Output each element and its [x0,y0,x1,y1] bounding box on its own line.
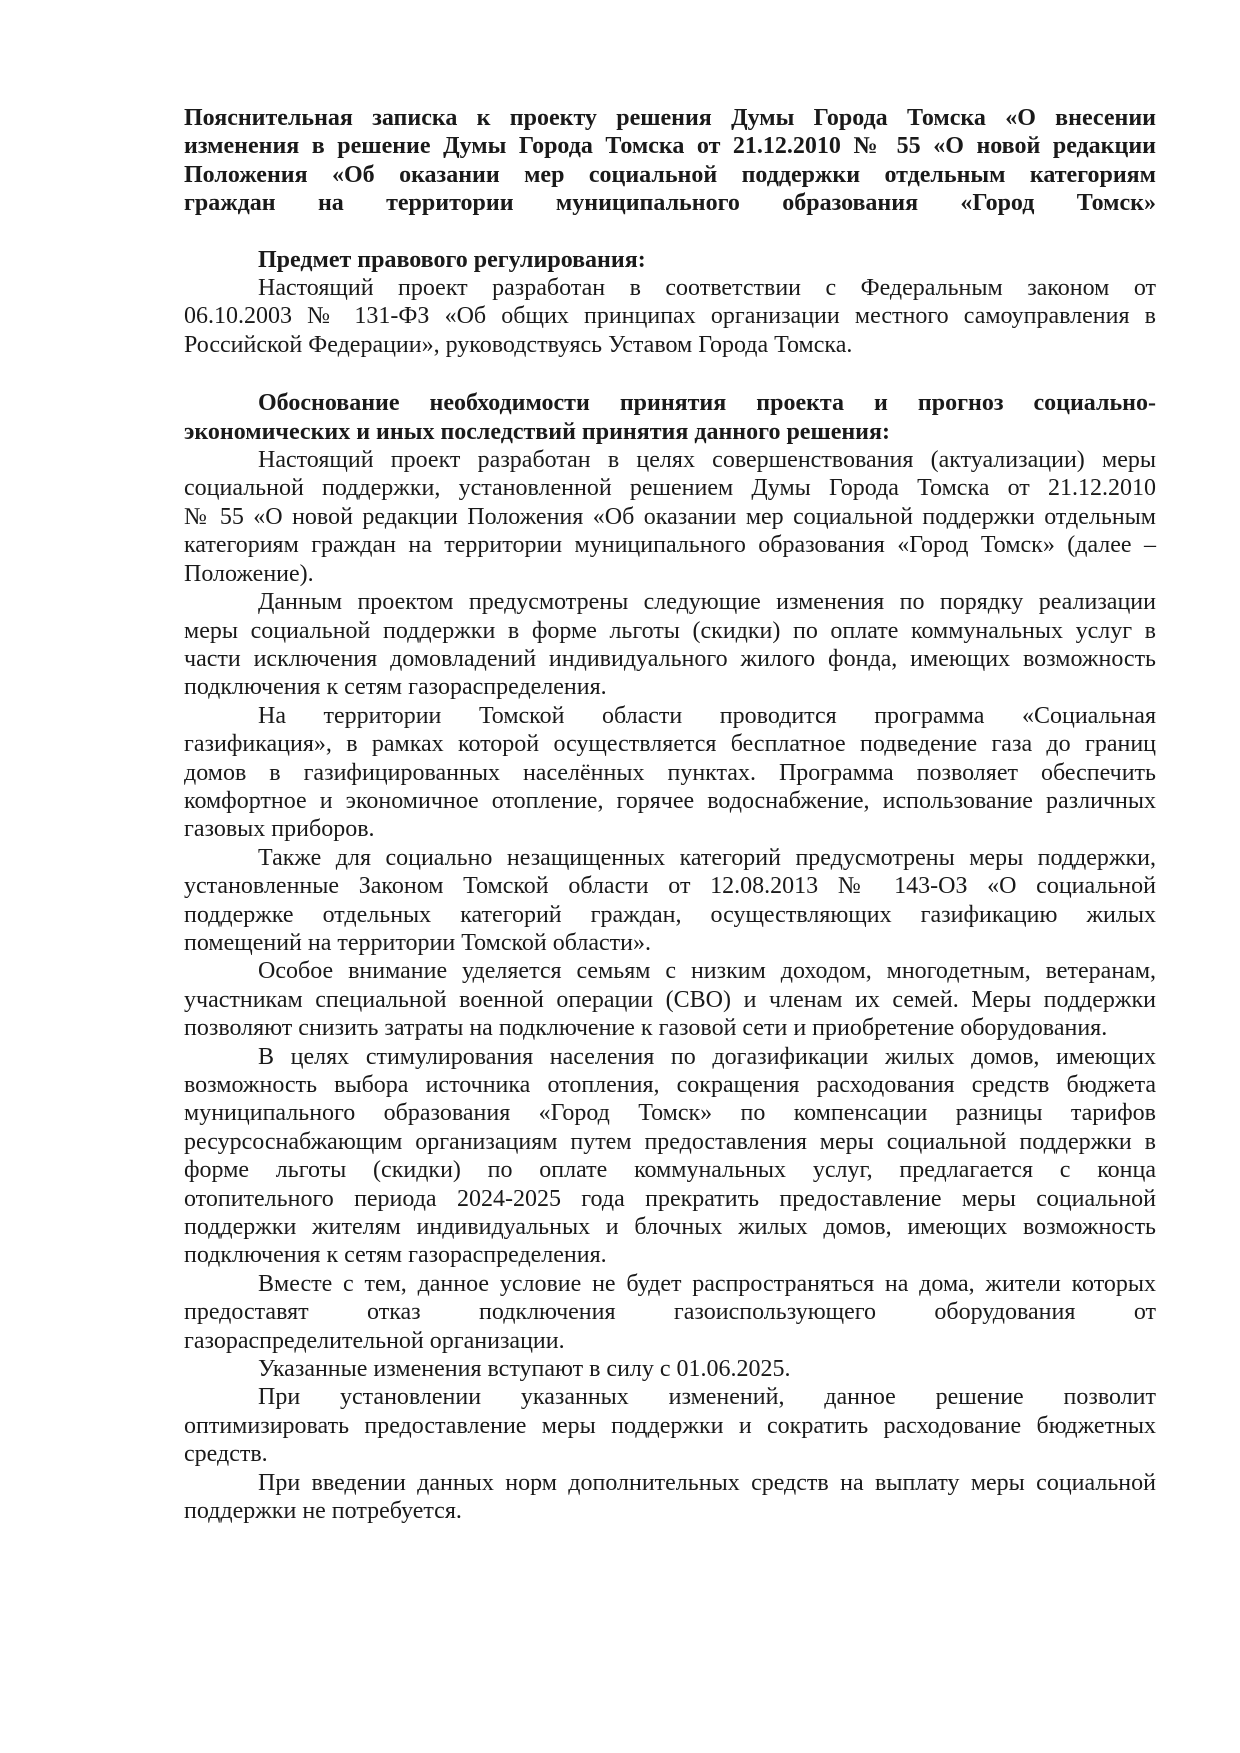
paragraph-line: подключения к сетям газораспределения. [184,674,607,701]
paragraph-line: Настоящий проект разработан в соответствии с Федеральным законом от [258,275,1156,302]
paragraph [184,844,1156,958]
paragraph-line: Также для социально незащищенных категорий предусмотрены меры поддержки, [258,844,1156,871]
paragraph [184,1383,1156,1468]
paragraph-line: газовых приборов. [184,816,375,843]
paragraph-line: Настоящий проект разработан в целях совершенствования (актуализации) меры [258,447,1156,474]
paragraph-line: Вместе с тем, данное условие не будет распространяться на дома, жители которых [258,1270,1156,1297]
section-gap [184,359,1156,389]
paragraph [184,702,1156,844]
paragraph-line: № 55 «О новой редакции Положения «Об оказании мер социальной поддержки отдельным [184,503,1156,530]
paragraph-line: В целях стимулирования населения по догазификации жилых домов, имеющих [258,1043,1156,1070]
document-title [184,104,1156,218]
heading-line: Обоснование необходимости принятия проекта и прогноз социально- [258,390,1156,417]
paragraph-line: меры социальной поддержки в форме льготы (скидки) по оплате коммунальных услуг в [184,617,1156,644]
paragraph [184,1043,1156,1270]
paragraph-line: позволяют снизить затраты на подключение к газовой сети и приобретение оборудования. [184,1015,1108,1042]
paragraph-line: участникам специальной военной операции (СВО) и членам их семей. Меры поддержки [184,986,1156,1013]
paragraph-line: форме льготы (скидки) по оплате коммунальных услуг, предлагается с конца [184,1157,1156,1184]
section-heading [184,246,1156,274]
paragraph-line: Данным проектом предусмотрены следующие изменения по порядку реализации [258,589,1156,616]
paragraph [184,1469,1156,1526]
paragraph-line: При введении данных норм дополнительных средств на выплату меры социальной [258,1469,1156,1496]
paragraph [184,1270,1156,1355]
paragraph-line: части исключения домовладений индивидуального жилого фонда, имеющих возможность [184,645,1156,672]
paragraph-line: помещений на территории Томской области». [184,929,651,956]
paragraph-line: средств. [184,1441,268,1468]
paragraph-line: подключения к сетям газораспределения. [184,1242,607,1269]
document-body [184,246,1156,1526]
paragraph-line: Положение). [184,560,314,587]
paragraph [184,446,1156,588]
paragraph-line: социальной поддержки, установленной решением Думы Города Томска от 21.12.2010 [184,475,1156,502]
paragraph-line: оптимизировать предоставление меры поддержки и сократить расходование бюджетных [184,1412,1156,1439]
paragraph-line: домов в газифицированных населённых пунктах. Программа позволяет обеспечить [184,759,1156,786]
document-section [184,246,1156,360]
paragraph-line: предоставят отказ подключения газоиспользующего оборудования от [184,1299,1156,1326]
paragraph-line: газораспределительной организации. [184,1327,565,1354]
title-line: Положения «Об оказании мер социальной поддержки отдельным категориям [184,161,1156,188]
paragraph-line: поддержки жителям индивидуальных и блочных жилых домов, имеющих возможность [184,1214,1156,1241]
document-section [184,389,1156,1525]
title-line: изменения в решение Думы Города Томска от 21.12.2010 № 55 «О новой редакции [184,133,1156,160]
document-page [184,104,1156,1526]
paragraph-line: поддержки не потребуется. [184,1498,462,1525]
paragraph-line: При установлении указанных изменений, данное решение позволит [258,1384,1156,1411]
paragraph-line: установленные Законом Томской области от 12.08.2013 № 143-ОЗ «О социальной [184,873,1156,900]
paragraph-line: 06.10.2003 № 131-ФЗ «Об общих принципах организации местного самоуправления в [184,303,1156,330]
title-line: Пояснительная записка к проекту решения Думы Города Томска «О внесении [184,105,1156,131]
paragraph-line: Особое внимание уделяется семьям с низким доходом, многодетным, ветеранам, [258,958,1156,985]
paragraph-line: возможность выбора источника отопления, сокращения расходования средств бюджета [184,1072,1156,1098]
paragraph-line: категориям граждан на территории муниципального образования «Город Томск» (далее – [184,532,1156,559]
paragraph-line: ресурсоснабжающим организациям путем предоставления меры социальной поддержки в [184,1128,1156,1155]
paragraph [184,274,1156,359]
paragraph-line: комфортное и экономичное отопление, горячее водоснабжение, использование различных [184,787,1156,814]
paragraph-line: газификация», в рамках которой осуществляется бесплатное подведение газа до границ [184,731,1156,758]
paragraph-line: Указанные изменения вступают в силу с 01.06.2025. [258,1356,791,1383]
heading-line: Предмет правового регулирования: [258,246,646,273]
paragraph-line: На территории Томской области проводится программа «Социальная [258,702,1156,729]
title-line: граждан на территории муниципального образования «Город Томск» [184,190,1156,217]
paragraph-line: поддержке отдельных категорий граждан, осуществляющих газификацию жилых [184,901,1156,928]
paragraph [184,588,1156,702]
paragraph-line: Российской Федерации», руководствуясь Уставом Города Томска. [184,331,853,358]
paragraph [184,957,1156,1042]
heading-line: экономических и иных последствий принятия данного решения: [184,418,890,445]
paragraph-line: муниципального образования «Город Томск» по компенсации разницы тарифов [184,1100,1156,1127]
section-heading [184,389,1156,446]
paragraph-line: отопительного периода 2024-2025 года прекратить предоставление меры социальной [184,1185,1156,1212]
paragraph [184,1355,1156,1383]
